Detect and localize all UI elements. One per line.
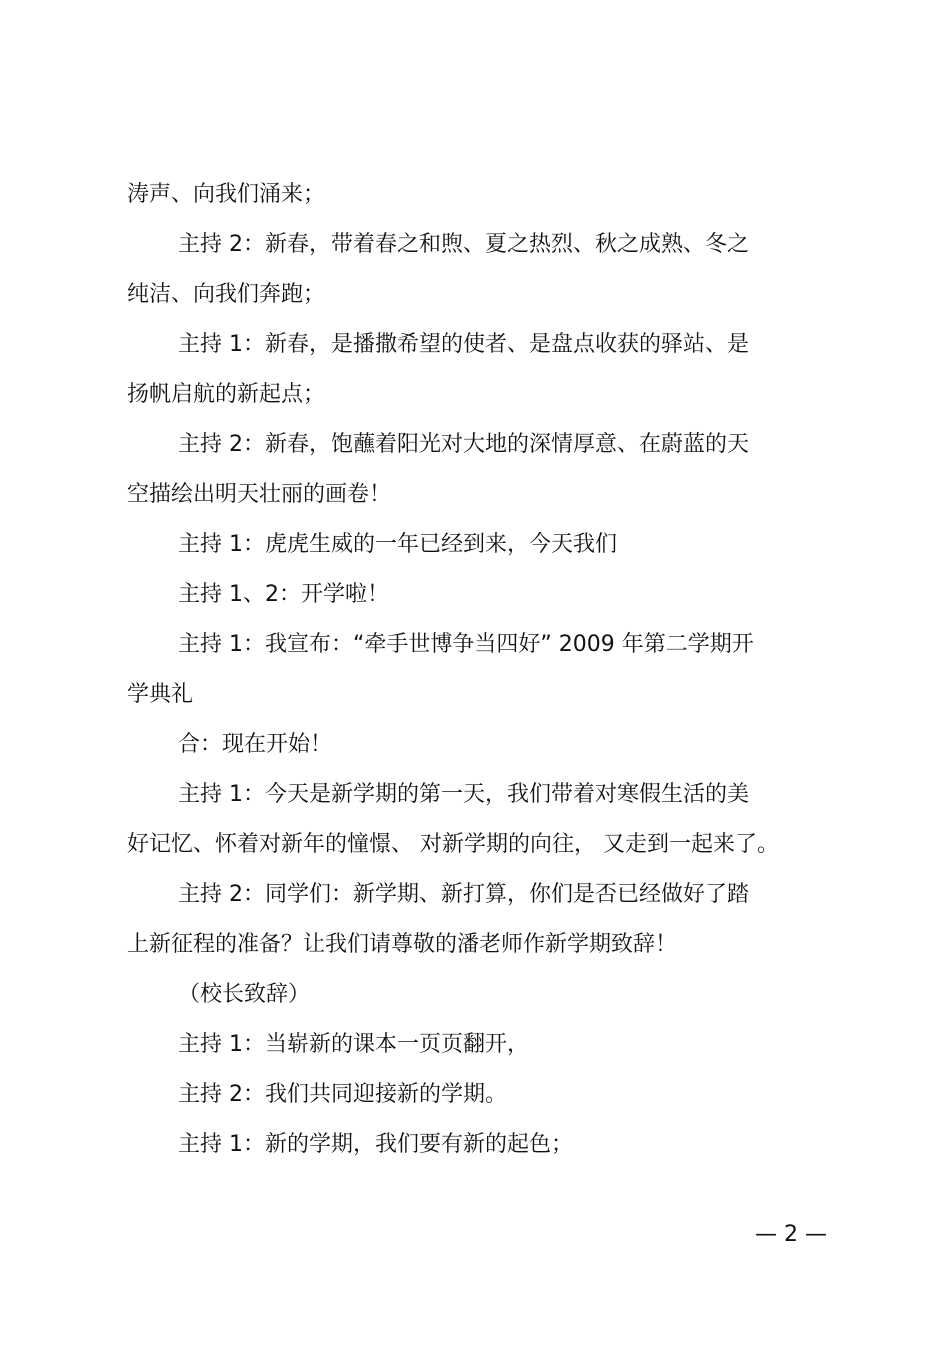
text-line: 主持 2：新春，饱蘸着阳光对大地的深情厚意、在蔚蓝的天 (178, 432, 749, 457)
text-line: 主持 2：新春，带着春之和煦、夏之热烈、秋之成熟、冬之 (178, 232, 749, 257)
text-line: 主持 1：我宣布：“牵手世博争当四好” 2009 年第二学期开 (178, 632, 754, 657)
text-line: 上新征程的准备？让我们请尊敬的潘老师作新学期致辞！ (127, 932, 678, 957)
text-line: 主持 2：同学们：新学期、新打算，你们是否已经做好了踏 (178, 882, 749, 907)
text-line: 扬帆启航的新起点； (127, 382, 326, 407)
text-line: 主持 2：我们共同迎接新的学期。 (178, 1082, 507, 1107)
text-line: 主持 1：虎虎生威的一年已经到来，今天我们 (178, 532, 617, 557)
text-line: 空描绘出明天壮丽的画卷！ (127, 482, 392, 507)
text-line: （校长致辞） (178, 982, 311, 1007)
text-line: 学典礼 (127, 682, 194, 707)
text-line: 主持 1：当崭新的课本一页页翻开， (178, 1032, 529, 1057)
page-number: — 2 — (755, 1222, 827, 1247)
text-line: 主持 1、2：开学啦！ (178, 582, 389, 607)
text-line: 涛声、向我们涌来； (127, 182, 326, 207)
text-line: 合：现在开始！ (178, 732, 333, 757)
text-line: 主持 1：新春，是播撒希望的使者、是盘点收获的驿站、是 (178, 332, 749, 357)
text-line: 主持 1：今天是新学期的第一天，我们带着对寒假生活的美 (178, 782, 749, 807)
text-line: 好记忆、怀着对新年的憧憬、 对新学期的向往， 又走到一起来了。 (127, 832, 779, 857)
text-line: 纯洁、向我们奔跑； (127, 282, 326, 307)
text-line: 主持 1：新的学期，我们要有新的起色； (178, 1132, 573, 1157)
